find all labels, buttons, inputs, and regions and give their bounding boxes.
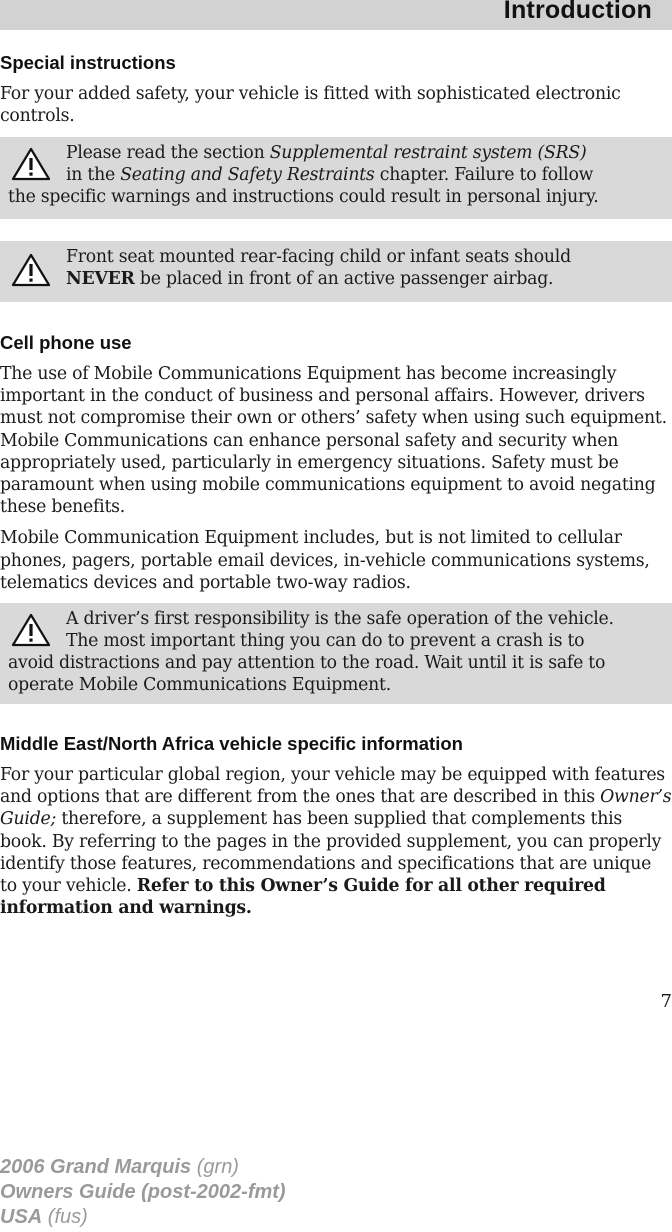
header-bar (0, 0, 672, 30)
warning-child-seat-never: NEVER (66, 269, 135, 289)
footer-market: USA (0, 1206, 43, 1228)
footer-line-3 (0, 1205, 286, 1230)
heading-cell-phone-use: Cell phone use (0, 332, 132, 353)
warning-srs-text-d: the specific warnings and instructions could result in personal injury. (8, 187, 599, 207)
footer-market-code: (fus) (42, 1206, 88, 1228)
footer-model: 2006 Grand Marquis (0, 1156, 192, 1178)
cell-phone-paragraph-2: Mobile Communication Equipment includes, but is not limited to cellular phones, pagers, portable email devices, in-vehicle communications systems, telematics devices and portable two-way radios. (0, 528, 650, 593)
heading-special-instructions: Special instructions (0, 52, 176, 73)
warning-srs-chapter-name: Seating and Safety Restraints (120, 165, 375, 185)
warning-driver-line-3: avoid distractions and pay attention to the road. Wait until it is safe to (8, 653, 606, 673)
special-instructions-paragraph: For your added safety, your vehicle is fitted with sophisticated electronic controls. (0, 84, 621, 127)
cell-phone-body (0, 363, 672, 594)
mena-owners-guide: Owner’s Guide; (0, 787, 672, 830)
special-instructions-body (0, 83, 672, 127)
footer-line-2: Owners Guide (post-2002-fmt) (0, 1181, 286, 1203)
warning-child-seat-line-1: Front seat mounted rear-facing child or infant seats should (66, 247, 571, 267)
cell-phone-paragraph-1: The use of Mobile Communications Equipment has become increasingly important in the conduct of business and personal affairs. However, drivers must not compromise their own or others’ safety when using such equipment. Mobile Communications can enhance personal safety and security when appropriately used, particularly in emergency situations. Safety must be paramount when using mobile communications equipment to avoid negating these benefits. (0, 364, 667, 518)
warning-child-seat-line-2: be placed in front of an active passenger airbag. (134, 269, 554, 289)
warning-driver-line-1: A driver’s first responsibility is the safe operation of the vehicle. (66, 609, 614, 629)
warning-srs-text-b: in the (66, 165, 121, 185)
mena-text-a: For your particular global region, your vehicle may be equipped with features and options that are different from the ones that are described in this (0, 765, 665, 808)
warning-srs-section-name: Supplemental restraint system (SRS) (269, 143, 587, 163)
footer-model-code: (grn) (191, 1156, 239, 1178)
warning-srs-text-a: Please read the section (66, 143, 270, 163)
warning-box-srs (0, 137, 672, 219)
warning-driver-line-4: operate Mobile Communications Equipment. (8, 675, 391, 695)
warning-driver-text (8, 608, 660, 696)
footer-line-1 (0, 1155, 286, 1180)
warning-box-driver-responsibility (0, 603, 672, 704)
footer-imprint (0, 1155, 286, 1230)
warning-srs-text-c: chapter. Failure to follow (374, 165, 594, 185)
mena-body (0, 764, 672, 919)
mena-text-b: therefore, a supplement has been supplied that complements this book. By referring to the pages in the provided supplement, you can properly identify those features, recommendations and specifications that are unique to your vehicle. (0, 809, 662, 897)
page-number: 7 (660, 991, 672, 1012)
mena-bold-notice: Refer to this Owner’s Guide for all other required information and warnings. (0, 876, 606, 919)
mena-paragraph (0, 764, 672, 919)
warning-child-seat-text (8, 246, 660, 290)
warning-box-child-seat (0, 241, 672, 302)
warning-srs-text (8, 142, 660, 208)
heading-mena-info: Middle East/North Africa vehicle specific information (0, 733, 463, 754)
page-title: Introduction (503, 0, 652, 24)
warning-driver-line-2: The most important thing you can do to prevent a crash is to (66, 631, 585, 651)
